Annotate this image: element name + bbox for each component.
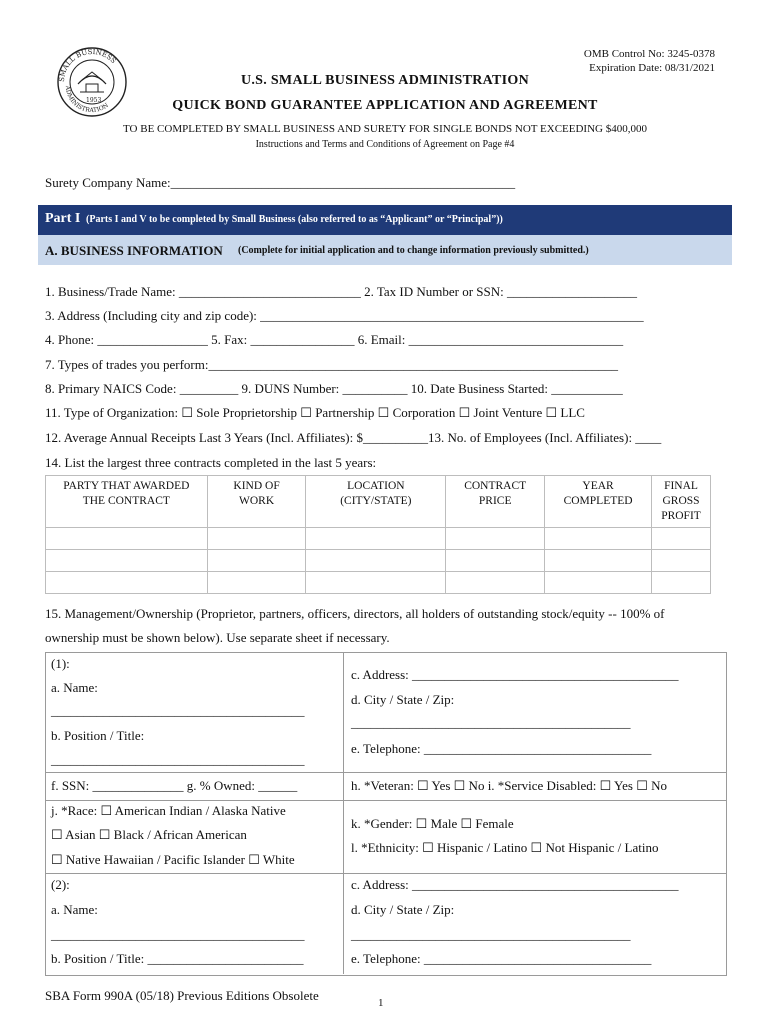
omb-control: OMB Control No: 3245-0378 bbox=[583, 48, 715, 60]
owner1-ssn-owned-field[interactable]: f. SSN: ______________ g. % Owned: ______ bbox=[51, 778, 298, 793]
management-intro-2: ownership must be shown below). Use separate sheet if necessary. bbox=[45, 630, 390, 645]
section-a-header bbox=[38, 235, 732, 265]
part1-header bbox=[38, 205, 732, 235]
form-title: QUICK BOND GUARANTEE APPLICATION AND AGREEMENT bbox=[172, 98, 598, 113]
owner1-race-line2[interactable]: ☐ Asian ☐ Black / African American bbox=[51, 827, 247, 842]
address-field[interactable]: 3. Address (Including city and zip code): ___________________________________________________________ bbox=[45, 308, 644, 323]
owner1-telephone-field[interactable]: e. Telephone: ___________________________________ bbox=[351, 741, 652, 756]
svg-text:SMALL BUSINESS: SMALL BUSINESS bbox=[57, 47, 118, 83]
owner2-name-label: a. Name: bbox=[51, 902, 98, 917]
owner2-name-field[interactable]: _______________________________________ bbox=[51, 927, 305, 942]
owner2-address-field[interactable]: c. Address: _________________________________________ bbox=[351, 877, 679, 892]
owner1-address-field[interactable]: c. Address: _________________________________________ bbox=[351, 667, 679, 682]
section-a-note: (Complete for initial application and to change information previously submitted.) bbox=[238, 245, 589, 256]
owner1-position-label: b. Position / Title: bbox=[51, 728, 145, 743]
organization-type-checkboxes[interactable]: 11. Type of Organization: ☐ Sole Proprietorship ☐ Partnership ☐ Corporation ☐ Joint Venture ☐ LLC bbox=[45, 405, 585, 420]
owner1-city-label: d. City / State / Zip: bbox=[351, 692, 455, 707]
table-row[interactable] bbox=[46, 528, 711, 550]
svg-text:1953: 1953 bbox=[86, 97, 102, 104]
agency-name: U.S. SMALL BUSINESS ADMINISTRATION bbox=[240, 73, 530, 88]
phone-fax-email-field[interactable]: 4. Phone: _________________ 5. Fax: ________________ 6. Email: _________________________________ bbox=[45, 332, 624, 347]
owner2-telephone-field[interactable]: e. Telephone: ___________________________________ bbox=[351, 951, 652, 966]
owner1-race-line1[interactable]: j. *Race: ☐ American Indian / Alaska Native bbox=[51, 803, 286, 818]
section-a-title: A. BUSINESS INFORMATION bbox=[45, 243, 223, 258]
trades-field[interactable]: 7. Types of trades you perform:_______________________________________________________________ bbox=[45, 357, 618, 372]
owner1-race-line3[interactable]: ☐ Native Hawaiian / Pacific Islander ☐ White bbox=[51, 852, 295, 867]
part1-title: Part I bbox=[45, 211, 81, 226]
form-number-footer: SBA Form 990A (05/18) Previous Editions Obsolete bbox=[45, 988, 319, 1003]
col-location-header: LOCATION (CITY/STATE) bbox=[306, 476, 446, 528]
owner1-ethnicity-checkboxes[interactable]: l. *Ethnicity: ☐ Hispanic / Latino ☐ Not Hispanic / Latino bbox=[351, 840, 659, 855]
contracts-table bbox=[45, 475, 711, 594]
owner1-city-field[interactable]: ___________________________________________ bbox=[351, 715, 631, 730]
svg-text:ADMINISTRATION: ADMINISTRATION bbox=[63, 85, 110, 115]
owner1-veteran-checkboxes[interactable]: h. *Veteran: ☐ Yes ☐ No i. *Service Disabled: ☐ Yes ☐ No bbox=[351, 778, 667, 793]
owner1-position-field[interactable]: _______________________________________ bbox=[51, 752, 305, 767]
business-name-taxid-field[interactable]: 1. Business/Trade Name: ____________________________ 2. Tax ID Number or SSN: ____________________ bbox=[45, 284, 638, 299]
contracts-intro: 14. List the largest three contracts completed in the last 5 years: bbox=[45, 455, 377, 470]
col-year-header: YEAR COMPLETED bbox=[545, 476, 652, 528]
col-party-header: PARTY THAT AWARDED THE CONTRACT bbox=[46, 476, 208, 528]
owner1-name-field[interactable]: _______________________________________ bbox=[51, 703, 305, 718]
owner2-position-field[interactable]: b. Position / Title: ________________________ bbox=[51, 951, 304, 966]
col-profit-header: FINAL GROSS PROFIT bbox=[652, 476, 711, 528]
col-price-header: CONTRACT PRICE bbox=[446, 476, 545, 528]
part1-note: (Parts I and V to be completed by Small Business (also referred to as “Applicant” or “Principal”)) bbox=[86, 214, 503, 225]
table-row[interactable] bbox=[46, 572, 711, 594]
management-intro-1: 15. Management/Ownership (Proprietor, partners, officers, directors, all holders of outstanding stock/equity -- 100% of bbox=[45, 606, 665, 621]
table-row[interactable] bbox=[46, 550, 711, 572]
form-subtitle: TO BE COMPLETED BY SMALL BUSINESS AND SURETY FOR SINGLE BONDS NOT EXCEEDING $400,000 bbox=[123, 123, 647, 135]
owner1-name-label: a. Name: bbox=[51, 680, 98, 695]
expiration-date: Expiration Date: 08/31/2021 bbox=[589, 62, 715, 74]
surety-company-field[interactable]: Surety Company Name:_____________________________________________________ bbox=[45, 175, 516, 190]
page-number: 1 bbox=[378, 997, 384, 1009]
owner2-number: (2): bbox=[51, 877, 70, 892]
instructions-note: Instructions and Terms and Conditions of Agreement on Page #4 bbox=[255, 139, 515, 150]
owner2-city-field[interactable]: ___________________________________________ bbox=[351, 927, 631, 942]
owner1-number: (1): bbox=[51, 656, 70, 671]
col-kind-header: KIND OF WORK bbox=[207, 476, 306, 528]
receipts-employees-field[interactable]: 12. Average Annual Receipts Last 3 Years (Incl. Affiliates): $__________13. No. of Employees (Incl. Affiliates): ____ bbox=[45, 430, 662, 445]
owner2-city-label: d. City / State / Zip: bbox=[351, 902, 455, 917]
owner1-gender-checkboxes[interactable]: k. *Gender: ☐ Male ☐ Female bbox=[351, 816, 514, 831]
naics-duns-date-field[interactable]: 8. Primary NAICS Code: _________ 9. DUNS Number: __________ 10. Date Business Started: ___________ bbox=[45, 381, 623, 396]
table-header-row bbox=[46, 476, 711, 528]
